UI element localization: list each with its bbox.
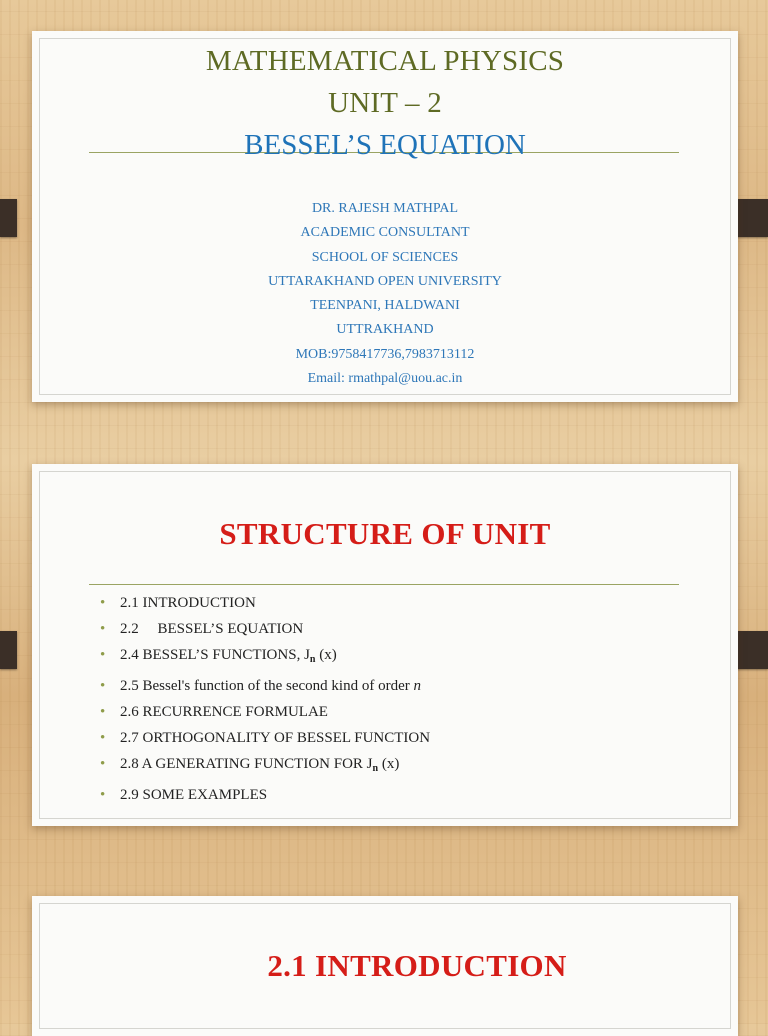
- list-item: • 2.6 RECURRENCE FORMULAE: [100, 699, 430, 725]
- address-line: TEENPANI, HALDWANI: [310, 298, 460, 314]
- bullet-icon: •: [100, 787, 106, 803]
- bullet-icon: •: [100, 730, 106, 746]
- introduction-title: 2.1 INTRODUCTION: [267, 948, 567, 983]
- author-info: [32, 197, 738, 391]
- university-name: UTTARAKHAND OPEN UNIVERSITY: [268, 273, 502, 289]
- email-line: Email: rmathpal@uou.ac.in: [307, 371, 463, 387]
- bullet-icon: •: [100, 595, 106, 611]
- bullet-icon: •: [100, 621, 106, 637]
- bullet-icon: •: [100, 756, 106, 772]
- bullet-icon: •: [100, 678, 106, 694]
- contents-list: [100, 590, 430, 808]
- list-item: • 2.2 BESSEL’S EQUATION: [100, 616, 430, 642]
- binder-tab-left-2: [0, 631, 17, 669]
- list-item: • 2.5 Bessel's function of the second kind of order n: [100, 673, 430, 699]
- author-name: DR. RAJESH MATHPAL: [311, 201, 459, 216]
- author-role: ACADEMIC CONSULTANT: [300, 225, 470, 241]
- state-line: UTTRAKHAND: [336, 322, 434, 338]
- binder-tab-left-1: [0, 199, 17, 237]
- bullet-icon: •: [100, 647, 106, 663]
- course-title: MATHEMATICAL PHYSICS: [205, 45, 565, 77]
- phone-line: MOB:9758417736,7983713112: [295, 346, 475, 362]
- structure-title: STRUCTURE OF UNIT: [219, 516, 551, 551]
- list-item: • 2.8 A GENERATING FUNCTION FOR $J_n$ (x): [100, 751, 430, 782]
- list-item: • 2.7 ORTHOGONALITY OF BESSEL FUNCTION: [100, 725, 430, 751]
- list-item: • 2.4 BESSEL’S FUNCTIONS, $J_n$ (x): [100, 642, 430, 673]
- bullet-icon: •: [100, 704, 106, 720]
- slide-structure: [32, 464, 738, 826]
- topic-title: BESSEL’S EQUATION: [244, 129, 526, 161]
- list-item: • 2.9 SOME EXAMPLES: [100, 782, 430, 808]
- unit-number: UNIT – 2: [328, 87, 442, 119]
- structure-divider: [89, 584, 679, 585]
- slide-title: [32, 31, 738, 402]
- school-name: SCHOOL OF SCIENCES: [311, 249, 459, 265]
- slide-introduction: [32, 896, 738, 1036]
- list-item: • 2.1 INTRODUCTION: [100, 590, 430, 616]
